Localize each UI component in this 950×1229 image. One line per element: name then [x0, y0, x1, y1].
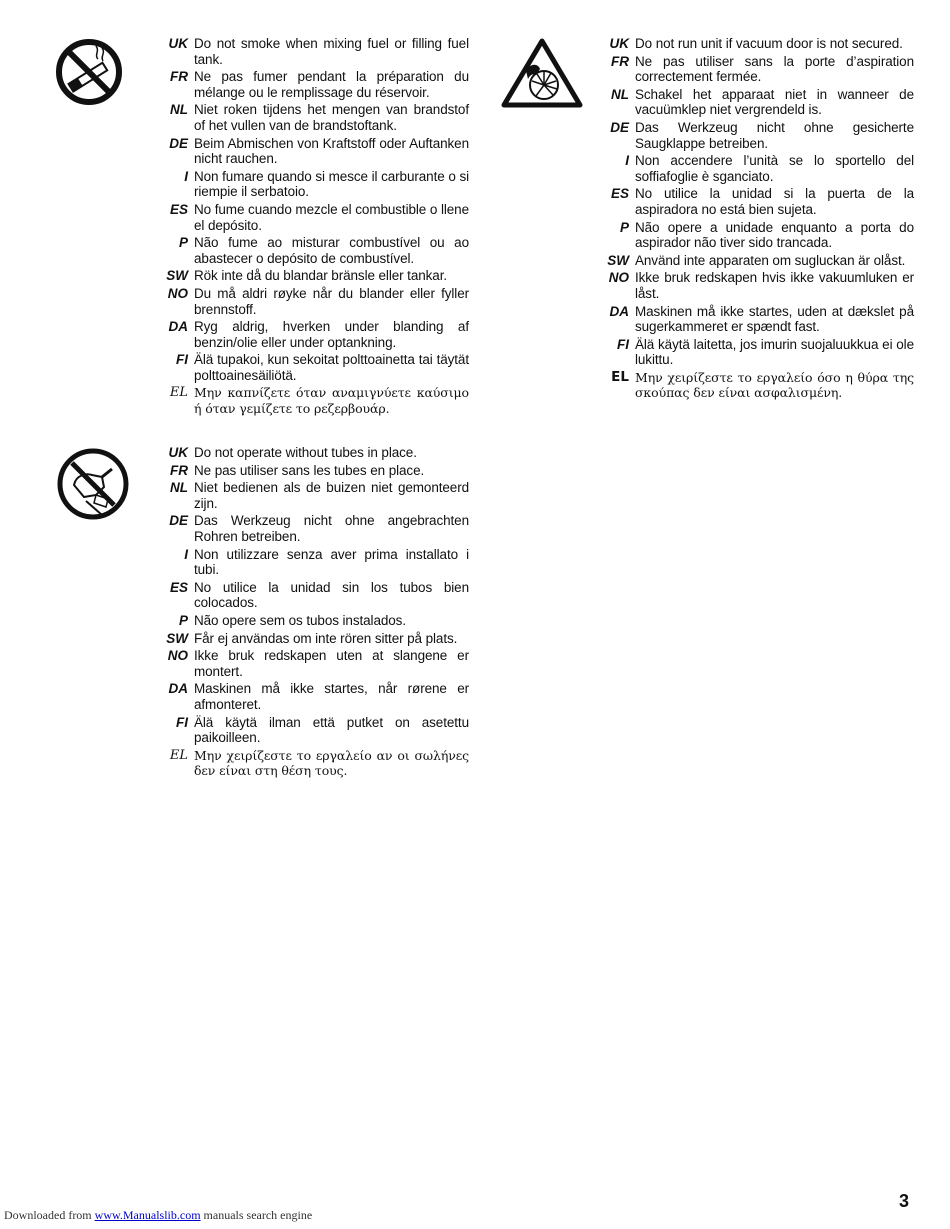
- language-code: UK: [168, 445, 188, 460]
- warning-row: [163, 513, 469, 544]
- language-code: DA: [168, 319, 188, 335]
- warning-row: [163, 102, 469, 133]
- footer-suffix: manuals search engine: [200, 1208, 313, 1222]
- rotating-impeller-warning-icon: [500, 37, 584, 109]
- warning-text: Älä tupakoi, kun sekoitat polttoainetta tai täytät polttoainesäiliötä.: [194, 352, 469, 383]
- language-code: UK: [609, 36, 629, 51]
- warning-text: Não opere sem os tubos instalados.: [194, 612, 406, 628]
- language-code: P: [178, 235, 188, 251]
- warning-row: [604, 337, 914, 368]
- warning-row: [604, 186, 914, 217]
- warning-row: [163, 463, 469, 479]
- warning-text: Do not smoke when mixing fuel or filling fuel tank.: [194, 36, 469, 67]
- warning-row: [163, 445, 469, 461]
- warning-text: Das Werkzeug nicht ohne angebrachten Rohren betreiben.: [194, 513, 469, 544]
- no-smoking-warning-block: [163, 36, 469, 418]
- vacuum-door-warning-block: [604, 36, 914, 403]
- language-code: ES: [610, 186, 629, 202]
- warning-text: Μην χειρίζεστε το εργαλείο όσο η θύρα της σκούπας δεν είναι ασφαλισμένη.: [635, 369, 914, 401]
- language-code: ES: [169, 579, 188, 595]
- footer-prefix: Downloaded from: [4, 1208, 95, 1222]
- warning-row: [163, 202, 469, 233]
- language-code: FI: [617, 336, 629, 352]
- page-number: 3: [899, 1191, 910, 1211]
- manualslib-link[interactable]: www.Manualslib.com: [94, 1208, 201, 1222]
- language-code: P: [619, 219, 629, 235]
- warning-row: [604, 87, 914, 118]
- warning-text: Ikke bruk redskapen uten at slangene er montert.: [194, 648, 469, 679]
- warning-text: Μην καπνίζετε όταν αναμιγνύετε καύσιμο ή όταν γεμίζετε το ρεζερβουάρ.: [194, 385, 469, 416]
- warning-text: Ikke bruk redskapen hvis ikke vakuumluken er låst.: [635, 270, 914, 301]
- warning-text: Älä käytä ilman että putket on asetettu paikoilleen.: [194, 714, 469, 746]
- language-code: NL: [170, 102, 188, 118]
- language-code: DA: [168, 681, 188, 697]
- warning-text: Rök inte då du blandar bränsle eller tankar.: [194, 268, 448, 284]
- warning-text: Niet roken tijdens het mengen van brandstof of het vullen van de brandstoftank.: [194, 102, 469, 133]
- warning-text: Älä käytä laitetta, jos imurin suojaluukkua ei ole lukittu.: [635, 336, 914, 368]
- language-code: SW: [166, 268, 188, 284]
- warning-row: [604, 370, 914, 401]
- warning-row: [163, 547, 469, 578]
- warning-row: [163, 69, 469, 100]
- warning-row: [604, 36, 914, 52]
- warning-text: Não fume ao misturar combustível ou ao abastecer o depósito de combustível.: [194, 235, 469, 266]
- warning-text: Non fumare quando si mesce il carburante o si riempie il serbatoio.: [194, 168, 469, 200]
- warning-row: [163, 648, 469, 679]
- warning-row: [163, 480, 469, 511]
- warning-row: [604, 304, 914, 335]
- warning-row: [163, 631, 469, 647]
- warning-text: Ryg aldrig, hverken under blanding af benzin/olie eller under optankning.: [194, 319, 469, 350]
- warning-row: [163, 286, 469, 317]
- language-code: NO: [167, 648, 188, 664]
- warning-row: [604, 220, 914, 251]
- language-code: FR: [170, 69, 188, 85]
- warning-row: [163, 681, 469, 712]
- language-code: FI: [176, 714, 188, 730]
- warning-row: [163, 580, 469, 611]
- warning-text: Não opere a unidade enquanto a porta do aspirador não tiver sido trancada.: [635, 219, 914, 251]
- language-code: NL: [170, 480, 188, 496]
- warning-text: Das Werkzeug nicht ohne gesicherte Saugklappe betreiben.: [635, 119, 914, 151]
- warning-text: Får ej användas om inte rören sitter på plats.: [194, 630, 458, 646]
- warning-row: [163, 613, 469, 629]
- language-code: I: [184, 168, 188, 184]
- language-code: P: [178, 612, 188, 628]
- warning-row: [163, 715, 469, 746]
- no-smoking-icon: [54, 37, 124, 107]
- language-code: EL: [169, 747, 188, 763]
- warning-text: Maskinen må ikke startes, uden at dækslet på sugerkammeret er spændt fast.: [635, 303, 914, 335]
- warning-text: Beim Abmischen von Kraftstoff oder Auftanken nicht rauchen.: [194, 135, 469, 167]
- no-operation-without-tubes-icon: [56, 445, 130, 521]
- tubes-warning-block: [163, 445, 469, 781]
- warning-text: Do not operate without tubes in place.: [194, 445, 417, 460]
- warning-text: Μην χειρίζεστε το εργαλείο αν οι σωλήνες δεν είναι στη θέση τους.: [194, 747, 469, 779]
- warning-row: [163, 36, 469, 67]
- warning-row: [163, 235, 469, 266]
- warning-text: Non utilizzare senza aver prima installato i tubi.: [194, 546, 469, 578]
- language-code: DE: [169, 513, 188, 529]
- language-code: NO: [167, 285, 188, 301]
- language-code: I: [184, 546, 188, 562]
- warning-text: Ne pas utiliser sans la porte d’aspiration correctement fermée.: [635, 53, 914, 85]
- warning-text: No utilice la unidad si la puerta de la aspiradora no está bien sujeta.: [635, 186, 914, 217]
- language-code: DE: [610, 119, 629, 135]
- download-footer: [4, 1208, 312, 1223]
- language-code: FR: [170, 462, 188, 478]
- language-code: SW: [166, 630, 188, 646]
- warning-row: [604, 253, 914, 269]
- language-code: EL: [169, 385, 188, 401]
- warning-text: No utilice la unidad sin los tubos bien colocados.: [194, 579, 469, 611]
- warning-row: [163, 748, 469, 779]
- language-code: EL: [611, 368, 629, 385]
- language-code: NO: [608, 270, 629, 286]
- warning-text: Maskinen må ikke startes, når rørene er afmonteret.: [194, 681, 469, 712]
- warning-row: [163, 268, 469, 284]
- language-code: FR: [611, 53, 629, 69]
- warning-text: Ne pas utiliser sans les tubes en place.: [194, 462, 425, 478]
- warning-row: [163, 319, 469, 350]
- language-code: ES: [169, 201, 188, 217]
- warning-row: [163, 169, 469, 200]
- warning-text: Du må aldri røyke når du blander eller fyller brennstoff.: [194, 285, 469, 317]
- warning-row: [604, 153, 914, 184]
- warning-row: [604, 54, 914, 85]
- warning-row: [163, 385, 469, 416]
- warning-text: Schakel het apparaat niet in wanneer de vacuümklep niet vergrendeld is.: [635, 86, 914, 118]
- warning-text: Niet bedienen als de buizen niet gemonteerd zijn.: [194, 480, 469, 511]
- language-code: FI: [176, 352, 188, 368]
- warning-row: [163, 136, 469, 167]
- language-code: NL: [611, 86, 629, 102]
- warning-text: Använd inte apparaten om sugluckan är olåst.: [635, 252, 906, 268]
- language-code: UK: [168, 36, 188, 51]
- language-code: DE: [169, 135, 188, 151]
- warning-text: No fume cuando mezcle el combustible o llene el depósito.: [194, 201, 469, 233]
- warning-row: [604, 120, 914, 151]
- warning-text: Non accendere l’unità se lo sportello del soffiafoglie è sganciato.: [635, 153, 914, 184]
- language-code: SW: [607, 252, 629, 268]
- language-code: DA: [609, 303, 629, 319]
- warning-row: [163, 352, 469, 383]
- warning-text: Do not run unit if vacuum door is not secured.: [635, 36, 903, 51]
- language-code: I: [625, 153, 629, 169]
- warning-text: Ne pas fumer pendant la préparation du mélange ou le remplissage du réservoir.: [194, 69, 469, 100]
- warning-row: [604, 270, 914, 301]
